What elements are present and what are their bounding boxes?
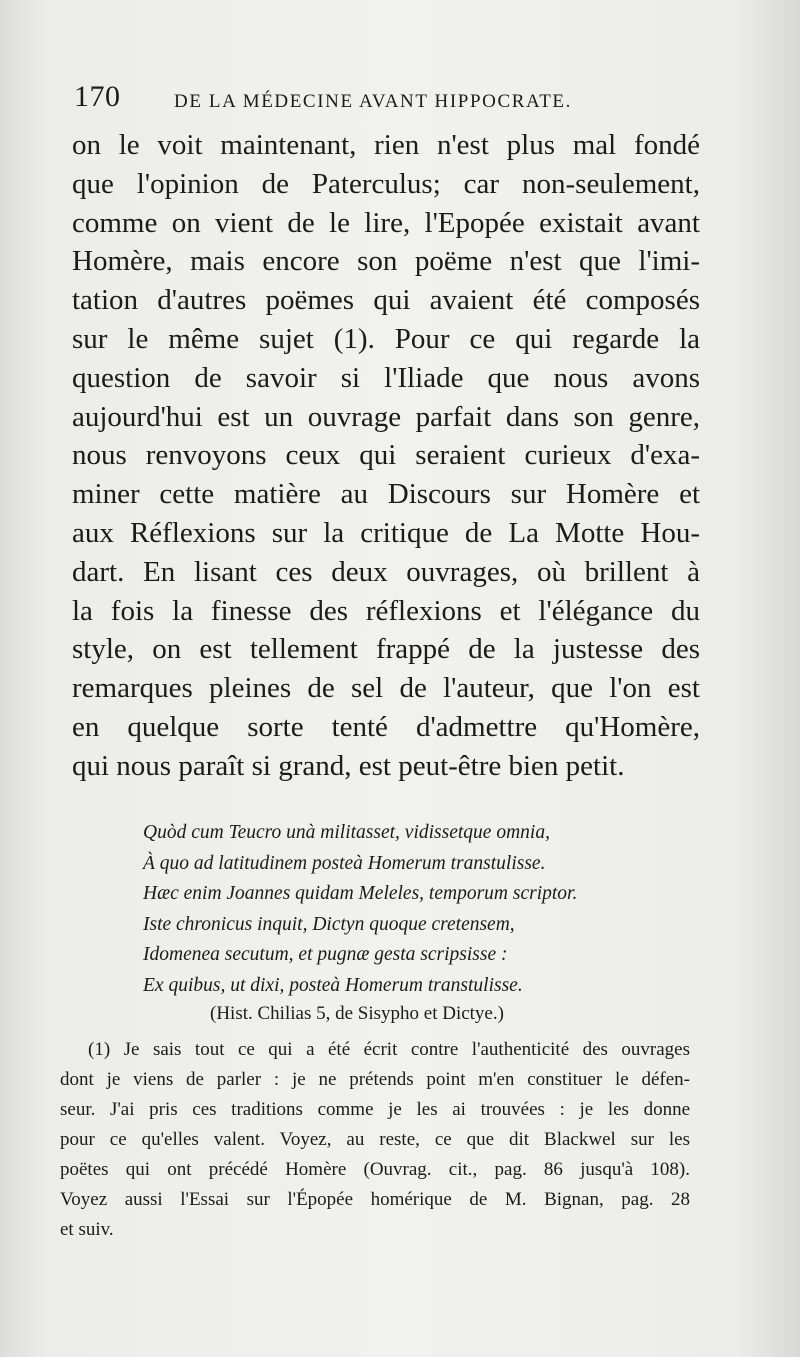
main-text	[72, 126, 700, 786]
footnote-line: dont je viens de parler : je ne prétends point m'en constituer le défen-	[60, 1069, 690, 1090]
quote-line: Idomenea secutum, et pugnæ gesta scripsisse :	[143, 944, 508, 966]
text-line: style, on est tellement frappé de la justesse des	[72, 633, 700, 666]
footnote-line: poëtes qui ont précédé Homère (Ouvrag. cit., pag. 86 jusqu'à 108).	[60, 1159, 690, 1180]
footnote-text: Je sais tout ce qui a été écrit contre l'authenticité des ouvrages	[110, 1039, 690, 1060]
footnote-line: pour ce qu'elles valent. Voyez, au reste, ce que dit Blackwel sur les	[60, 1129, 690, 1150]
running-title: DE LA MÉDECINE AVANT HIPPOCRATE.	[174, 91, 572, 112]
text-line: que l'opinion de Paterculus; car non-seulement,	[72, 167, 700, 200]
quote-line: Quòd cum Teucro unà militasset, vidissetque omnia,	[143, 822, 550, 843]
text-line: en quelque sorte tenté d'admettre qu'Homère,	[72, 710, 700, 743]
text-line: miner cette matière au Discours sur Homère et	[72, 478, 700, 511]
text-line: on le voit maintenant, rien n'est plus mal fondé	[72, 129, 700, 161]
text-line: dart. En lisant ces deux ouvrages, où brillent à	[72, 555, 700, 588]
quote-line: Iste chronicus inquit, Dictyn quoque cretensem,	[143, 913, 515, 935]
text-line: question de savoir si l'Iliade que nous avons	[72, 361, 700, 394]
text-line: aux Réflexions sur la critique de La Motte Hou-	[72, 516, 700, 549]
quote-line: Ex quibus, ut dixi, posteà Homerum transtulisse.	[143, 974, 523, 996]
quote-line: À quo ad latitudinem posteà Homerum transtulisse.	[143, 852, 546, 874]
page-header	[74, 80, 694, 124]
text-line: remarques pleines de sel de l'auteur, que l'on est	[72, 672, 700, 705]
quote-citation: (Hist. Chilias 5, de Sisypho et Dictye.)	[210, 1003, 504, 1024]
text-line: tation d'autres poëmes qui avaient été composés	[72, 284, 700, 317]
footnote-line: et suiv.	[60, 1219, 114, 1240]
latin-quotation	[143, 818, 613, 1002]
page-number: 170	[74, 80, 121, 113]
footnote	[60, 1035, 690, 1245]
footnote-marker: (1)	[88, 1039, 111, 1060]
text-line: sur le même sujet (1). Pour ce qui regarde la	[72, 322, 700, 355]
text-line: comme on vient de le lire, l'Epopée existait avant	[72, 206, 700, 239]
text-line: qui nous paraît si grand, est peut-être bien petit.	[72, 749, 625, 782]
text-line: la fois la finesse des réflexions et l'élégance du	[72, 594, 700, 627]
text-line: Homère, mais encore son poëme n'est que l'imi-	[72, 245, 700, 278]
footnote-line	[60, 1035, 690, 1065]
quote-line: Hæc enim Joannes quidam Meleles, temporum scriptor.	[143, 883, 578, 905]
text-line: nous renvoyons ceux qui seraient curieux d'exa-	[72, 439, 700, 472]
footnote-line: Voyez aussi l'Essai sur l'Épopée homérique de M. Bignan, pag. 28	[60, 1189, 690, 1210]
text-line: aujourd'hui est un ouvrage parfait dans son genre,	[72, 400, 700, 433]
footnote-line: seur. J'ai pris ces traditions comme je les ai trouvées : je les donne	[60, 1099, 690, 1120]
